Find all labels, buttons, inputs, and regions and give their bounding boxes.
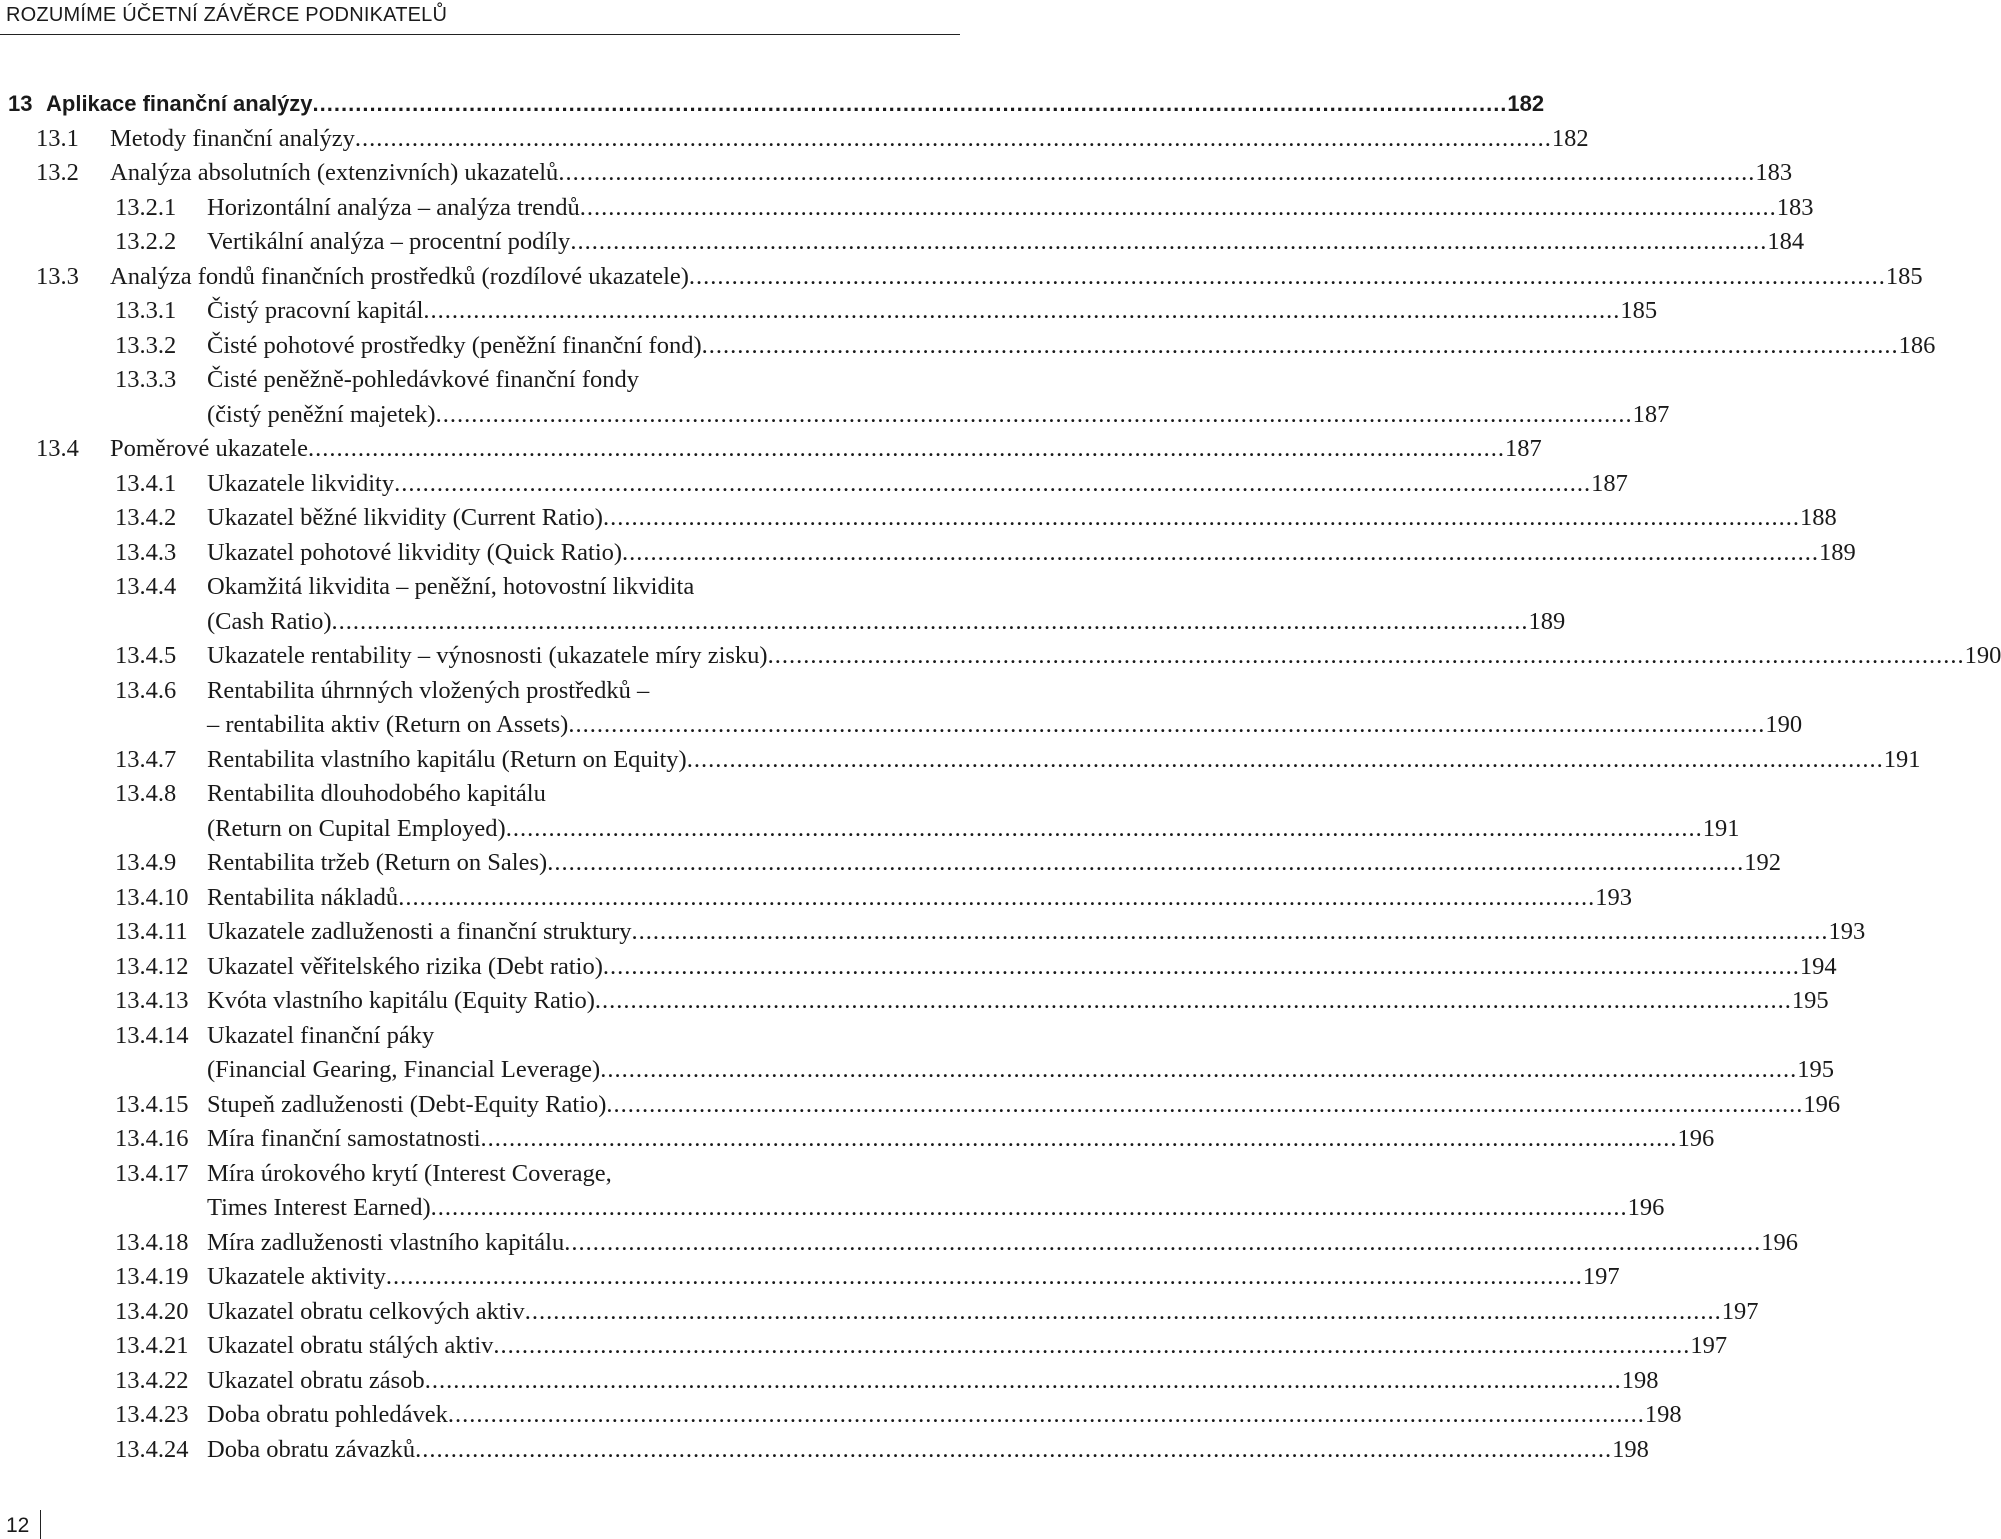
toc-title: Ukazatel pohotové likvidity (Quick Ratio)	[207, 536, 622, 570]
toc-number: 13.3.3	[115, 366, 177, 393]
toc-page: 198	[1621, 1367, 1659, 1394]
toc-page: 192	[1744, 849, 1781, 876]
toc-leader: ........................................................................................................................................................................	[600, 1056, 1798, 1083]
toc-number: 13	[8, 91, 33, 116]
toc-page: 193	[1828, 918, 1866, 945]
toc-entry[interactable]	[115, 329, 1936, 363]
toc-entry[interactable]	[115, 1398, 1682, 1432]
toc-title: Čisté pohotové prostředky (peněžní finanční fond)	[207, 329, 702, 363]
toc-title: Aplikace finanční analýzy	[46, 87, 313, 121]
toc-page: 195	[1791, 987, 1829, 1014]
running-head-title: ROZUMÍME ÚČETNÍ ZÁVĚRCE PODNIKATELŮ	[6, 4, 448, 26]
toc-leader: ........................................................................................................................................................................	[547, 849, 1745, 876]
toc-number: 13.4.19	[115, 1263, 189, 1290]
toc-entry[interactable]	[115, 846, 1781, 880]
toc-number: 13.3	[36, 263, 79, 290]
toc-title: Times Interest Earned)	[207, 1191, 431, 1225]
toc-leader: ........................................................................................................................................................................	[398, 884, 1596, 911]
toc-entry[interactable]	[36, 122, 1589, 156]
toc-entry[interactable]	[115, 225, 1805, 259]
toc-number: 13.4.2	[115, 504, 177, 531]
toc-title: Doba obratu závazků	[207, 1433, 415, 1467]
toc-leader: ........................................................................................................................................................................	[435, 401, 1633, 428]
toc-entry[interactable]	[115, 708, 1803, 742]
toc-leader: ........................................................................................................................................................................	[688, 263, 1886, 290]
toc-title: – rentabilita aktiv (Return on Assets)	[207, 708, 568, 742]
toc-entry[interactable]	[115, 743, 1921, 777]
toc-title: Rentabilita vlastního kapitálu (Return on Equity)	[207, 743, 687, 777]
toc-title: Stupeň zadluženosti (Debt-Equity Ratio)	[207, 1088, 606, 1122]
toc-number: 13.4.24	[115, 1436, 189, 1463]
toc-entry[interactable]	[115, 950, 1837, 984]
toc-leader: ........................................................................................................................................................................	[430, 1194, 1628, 1221]
toc-entry-first-line	[115, 1019, 189, 1053]
toc-number: 13.4.22	[115, 1367, 189, 1394]
toc-leader: ........................................................................................................................................................................	[570, 228, 1768, 255]
toc-entry[interactable]	[115, 467, 1628, 501]
toc-number: 13.2.1	[115, 194, 177, 221]
page-number: 12	[6, 1514, 30, 1537]
toc-number: 13.4	[36, 435, 79, 462]
toc-entry[interactable]	[115, 294, 1658, 328]
toc-number: 13.4.15	[115, 1091, 189, 1118]
toc-number: 13.4.11	[115, 918, 188, 945]
toc-leader: ........................................................................................................................................................................	[568, 711, 1766, 738]
toc-entry[interactable]	[115, 1295, 1759, 1329]
footer-rule	[40, 1510, 41, 1539]
toc-leader: ........................................................................................................................................................................	[394, 470, 1592, 497]
toc-number: 13.4.5	[115, 642, 177, 669]
toc-leader: ........................................................................................................................................................................	[307, 435, 1505, 462]
toc-title: Ukazatele likvidity	[207, 467, 394, 501]
toc-leader: ........................................................................................................................................................................	[622, 539, 1820, 566]
toc-number: 13.4.4	[115, 573, 177, 600]
toc-leader: ........................................................................................................................................................................	[602, 504, 1800, 531]
toc-leader: ........................................................................................................................................................................	[385, 1263, 1583, 1290]
toc-title-first-line: Ukazatel finanční páky	[207, 1022, 435, 1049]
toc-entry[interactable]	[115, 1226, 1798, 1260]
toc-number: 13.3.2	[115, 332, 177, 359]
toc-number: 13.3.1	[115, 297, 177, 324]
toc-page: 187	[1591, 470, 1628, 497]
toc-leader: ........................................................................................................................................................................	[594, 987, 1792, 1014]
toc-entry[interactable]	[115, 536, 1856, 570]
toc-title: Ukazatel obratu zásob	[207, 1364, 425, 1398]
toc-number: 13.4.1	[115, 470, 177, 497]
toc-title: Čistý pracovní kapitál	[207, 294, 423, 328]
toc-leader: ........................................................................................................................................................................	[415, 1436, 1613, 1463]
toc-entry[interactable]	[115, 1053, 1834, 1087]
toc-title: Vertikální analýza – procentní podíly	[207, 225, 570, 259]
toc-title-first-line: Čisté peněžně-pohledávkové finanční fondy	[207, 366, 640, 393]
toc-title: Doba obratu pohledávek	[207, 1398, 448, 1432]
toc-entry[interactable]	[115, 984, 1829, 1018]
toc-number: 13.4.21	[115, 1332, 189, 1359]
header-rule	[0, 34, 960, 35]
toc-title: Analýza absolutních (extenzivních) ukazatelů	[110, 156, 558, 190]
toc-page: 189	[1819, 539, 1856, 566]
toc-entry[interactable]	[115, 191, 1814, 225]
toc-page: 182	[1551, 125, 1589, 152]
toc-number: 13.4.10	[115, 884, 189, 911]
toc-number: 13.4.6	[115, 677, 177, 704]
toc-page: 188	[1799, 504, 1837, 531]
toc-page: 195	[1797, 1056, 1834, 1083]
toc-leader: ........................................................................................................................................................................	[493, 1332, 1691, 1359]
toc-entry[interactable]	[36, 260, 1923, 294]
toc-leader: ........................................................................................................................................................................	[505, 815, 1703, 842]
toc-title: Ukazatel obratu stálých aktiv	[207, 1329, 493, 1363]
toc-page: 187	[1632, 401, 1670, 428]
toc-title: Ukazatel běžné likvidity (Current Ratio)	[207, 501, 603, 535]
toc-number: 13.4.9	[115, 849, 177, 876]
toc-number: 13.4.12	[115, 953, 189, 980]
toc-leader: ........................................................................................................................................................................	[602, 953, 1800, 980]
toc-leader: ........................................................................................................................................................................	[480, 1125, 1678, 1152]
toc-title: (Return on Cupital Employed)	[207, 812, 506, 846]
toc-entry-first-line	[115, 1157, 189, 1191]
toc-title: Metody finanční analýzy	[110, 122, 355, 156]
toc-leader: ........................................................................................................................................................................	[354, 125, 1552, 152]
toc-number: 13.4.14	[115, 1022, 189, 1049]
toc-leader: ........................................................................................................................................................................	[423, 297, 1621, 324]
toc-leader: ........................................................................................................................................................................	[424, 1367, 1622, 1394]
toc-page: 196	[1761, 1229, 1798, 1256]
toc-leader: ........................................................................................................................................................................	[524, 1298, 1722, 1325]
toc-page: 198	[1612, 1436, 1649, 1463]
toc-page: 197	[1690, 1332, 1728, 1359]
toc-number: 13.4.7	[115, 746, 177, 773]
toc-number: 13.2	[36, 159, 79, 186]
toc-entry[interactable]	[115, 398, 1670, 432]
toc-title-first-line: Rentabilita dlouhodobého kapitálu	[207, 780, 546, 807]
toc-page: 183	[1755, 159, 1793, 186]
toc-page: 193	[1595, 884, 1632, 911]
toc-number: 13.1	[36, 125, 79, 152]
toc-leader: ........................................................................................................................................................................	[312, 91, 1508, 116]
toc-page: 190	[1964, 642, 2001, 669]
toc-leader: ........................................................................................................................................................................	[686, 746, 1884, 773]
toc-leader: ........................................................................................................................................................................	[701, 332, 1899, 359]
toc-page: 184	[1767, 228, 1805, 255]
toc-page: 194	[1799, 953, 1837, 980]
toc-title: Ukazatel věřitelského rizika (Debt ratio)	[207, 950, 603, 984]
toc-entry[interactable]	[115, 881, 1632, 915]
toc-title: Míra finanční samostatnosti	[207, 1122, 481, 1156]
toc-page: 196	[1803, 1091, 1841, 1118]
toc-title: Poměrové ukazatele	[110, 432, 308, 466]
toc-entry[interactable]	[115, 1122, 1715, 1156]
toc-page: 191	[1702, 815, 1740, 842]
toc-title: Míra zadluženosti vlastního kapitálu	[207, 1226, 564, 1260]
toc-entry[interactable]	[115, 1433, 1649, 1467]
toc-leader: ........................................................................................................................................................................	[579, 194, 1777, 221]
toc-number: 13.2.2	[115, 228, 177, 255]
toc-entry[interactable]	[115, 1088, 1841, 1122]
toc-title: (Financial Gearing, Financial Leverage)	[207, 1053, 600, 1087]
toc-page: 197	[1721, 1298, 1759, 1325]
toc-entry[interactable]	[36, 432, 1542, 466]
toc-leader: ........................................................................................................................................................................	[447, 1401, 1645, 1428]
toc-entry[interactable]	[115, 639, 2001, 673]
toc-page: 198	[1644, 1401, 1682, 1428]
toc-entry[interactable]	[115, 605, 1566, 639]
toc-leader: ........................................................................................................................................................................	[331, 608, 1529, 635]
toc-title: Ukazatele aktivity	[207, 1260, 386, 1294]
toc-page: 191	[1883, 746, 1921, 773]
toc-leader: ........................................................................................................................................................................	[606, 1091, 1804, 1118]
toc-entry[interactable]	[115, 1329, 1728, 1363]
toc-title-first-line: Okamžitá likvidita – peněžní, hotovostní likvidita	[207, 573, 695, 600]
toc-page: 196	[1677, 1125, 1715, 1152]
toc-entry[interactable]	[115, 915, 1866, 949]
toc-entry-first-line	[115, 570, 176, 604]
toc-page: 196	[1627, 1194, 1665, 1221]
toc-page: 187	[1504, 435, 1542, 462]
toc-entry[interactable]	[115, 1191, 1665, 1225]
toc-title: Ukazatele rentability – výnosnosti (ukazatele míry zisku)	[207, 639, 768, 673]
toc-page: 197	[1582, 1263, 1620, 1290]
toc-leader: ........................................................................................................................................................................	[767, 642, 1965, 669]
toc-page: 182	[1507, 91, 1545, 116]
toc-title: Ukazatele zadluženosti a finanční struktury	[207, 915, 632, 949]
toc-page: 189	[1528, 608, 1566, 635]
toc-leader: ........................................................................................................................................................................	[564, 1229, 1762, 1256]
toc-page: 186	[1898, 332, 1936, 359]
toc-page: 185	[1885, 263, 1923, 290]
toc-entry[interactable]	[115, 501, 1837, 535]
toc-leader: ........................................................................................................................................................................	[631, 918, 1829, 945]
toc-number: 13.4.23	[115, 1401, 189, 1428]
toc-number: 13.4.16	[115, 1125, 189, 1152]
toc-number: 13.4.17	[115, 1160, 189, 1187]
toc-page: 183	[1776, 194, 1814, 221]
toc-title: Rentabilita tržeb (Return on Sales)	[207, 846, 547, 880]
toc-title: (Cash Ratio)	[207, 605, 332, 639]
toc-title: Horizontální analýza – analýza trendů	[207, 191, 580, 225]
toc-number: 13.4.20	[115, 1298, 189, 1325]
toc-entry-first-line	[115, 363, 176, 397]
toc-page: 185	[1620, 297, 1658, 324]
toc-entry[interactable]	[8, 87, 1545, 121]
toc-title: Rentabilita nákladů	[207, 881, 398, 915]
toc-number: 13.4.18	[115, 1229, 189, 1256]
toc-title: (čistý peněžní majetek)	[207, 398, 436, 432]
toc-title-first-line: Míra úrokového krytí (Interest Coverage,	[207, 1160, 612, 1187]
toc-page: 190	[1765, 711, 1803, 738]
toc-entry[interactable]	[115, 812, 1740, 846]
toc-title-first-line: Rentabilita úhrnných vložených prostředků –	[207, 677, 650, 704]
toc-number: 13.4.8	[115, 780, 177, 807]
toc-entry[interactable]	[36, 156, 1793, 190]
toc-title: Kvóta vlastního kapitálu (Equity Ratio)	[207, 984, 595, 1018]
toc-entry[interactable]	[115, 1260, 1620, 1294]
toc-entry[interactable]	[115, 1364, 1659, 1398]
toc-entry-first-line	[115, 674, 176, 708]
toc-title: Ukazatel obratu celkových aktiv	[207, 1295, 525, 1329]
toc-leader: ........................................................................................................................................................................	[558, 159, 1756, 186]
toc-number: 13.4.13	[115, 987, 189, 1014]
toc-entry-first-line	[115, 777, 176, 811]
toc-title: Analýza fondů finančních prostředků (rozdílové ukazatele)	[110, 260, 689, 294]
toc-number: 13.4.3	[115, 539, 177, 566]
